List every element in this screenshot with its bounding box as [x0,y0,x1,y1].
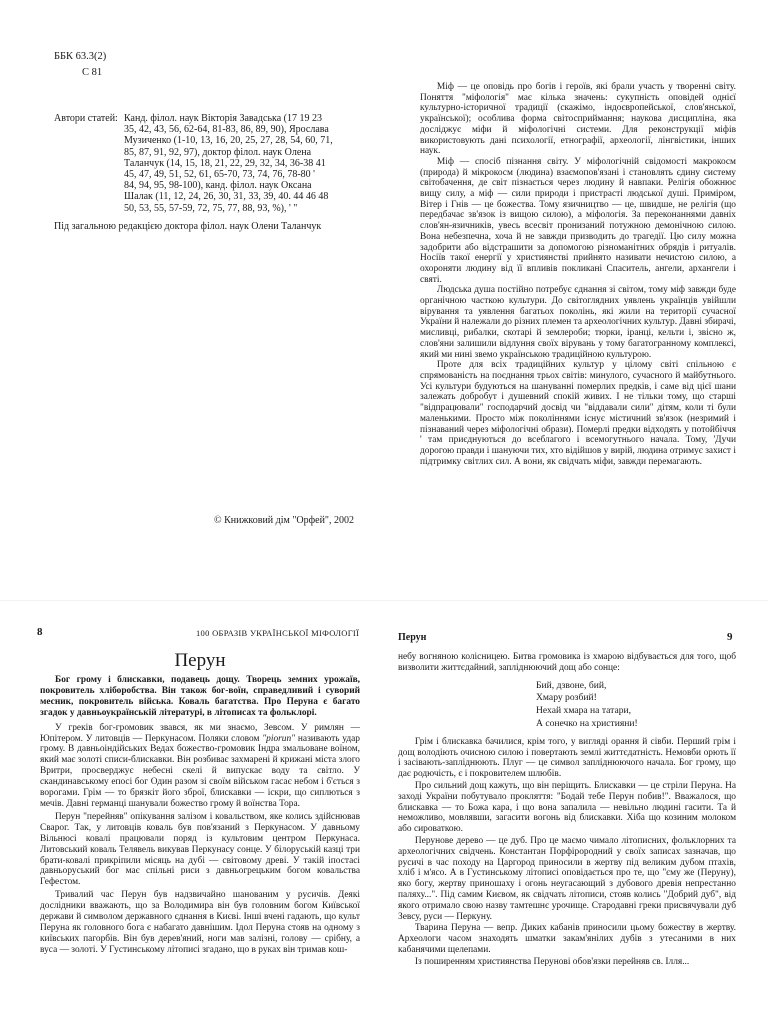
preface-paragraph: Міф — це оповідь про богів і героїв, які брали участь у творенні світу. Поняття "міфологія" має кілька значень: сукупність оповідей однієї культурно-історичної традиції (скажімо, індоєвропейської, слов'янської, української); особлива форма світосприймання; наукова дисципліна, яка досліджує міфи й міфологічні системи. Для реконструкції міфів використовують дані психології, етнографії, археології, лінгвістики, інших наук. [420,82,736,157]
poem-line: А сонечко на християни! [536,717,638,729]
paragraph: Про сильний дощ кажуть, що він періщить. Блискавки — це стріли Перуна. На заході України побутувало прокляття: "Бодай тебе Перун побив!". Вважалося, що блискавка — то Божа кара, і що вона запалила — невільно людині гасити. Та й неможливо, мовлявши, загасити вогонь від блискавки. Хіба що козиним молоком або сироваткою. [398,780,736,835]
paragraph: Перун "перейняв" опікування залізом і ковальством, яке колись здійснював Сварог. Так, у литовців коваль був пов'язаний з Перкунасом. У давньому Вільнюсі ковалі працювали поряд із культовим центром Перкунаса. Литовський коваль Телявель викував Перкунасу сонце. У білоруській казці три брати-ковалі прикріпили місяць на дубі — світовому древі. У такій іпостасі давньоруський бог має спільні риси з давньогрецьким богом ковальства Гефестом. [40,811,360,888]
authors-line: 84, 94, 95, 98-100), канд. філол. наук Оксана [124,180,312,192]
page-number-left: 8 [37,626,43,638]
editor-line: Під загальною редакцією доктора філол. наук Олени Таланчук [54,221,322,232]
authors-line: Таланчук (14, 15, 18, 21, 22, 29, 32, 34, 36-38 41 [124,157,326,169]
page-divider [0,600,768,601]
poem-line: Бий, дзвоне, бий, [536,679,607,691]
poem-line: Хмару розбий! [536,692,597,704]
paragraph [40,723,360,810]
bbk-code: ББК 63.3(2) [54,51,107,62]
authors-line: 35, 42, 43, 56, 62-64, 81-83, 86, 89, 90), Ярослава [124,124,329,136]
paragraph: Тривалий час Перун був надзвичайно шанованим у русичів. Деякі дослідники вважають, що за Володимира він був головним богом Київської держави й символом державного єднання в Києві. Інші вчені гадають, що культ Перуна як головного бога є набагато давнішим. Ідол Перуна стояв на одному з київських пагорбів. Він був дерев'яний, ноги мав залізні, голову — срібну, а вуса — золоті. У Густинському літописі згадано, що в руках він тримав кош- [40,890,360,955]
paragraph: Тварина Перуна — вепр. Диких кабанів приносили цьому божеству в жертву. Археологи часом знаходять шматки закам'янілих дубів з утесаними в них кабанячими щелепами. [398,923,736,955]
paragraph: Грім і блискавка бачилися, крім того, у вигляді орання й сівби. Перший грім і дощ володіють очисною силою і повертають землі життєдатність. Немовби орють її і засівають-запліднюють. Плуг — це символ запліднюючого начала. Бог грому, що дає родючість, є і покровителем шлюбів. [398,736,736,780]
paragraph: Із поширенням християнства Перунові обов'язки перейняв св. Ілля... [414,956,690,967]
page-number-right: 9 [727,631,733,643]
authors-line: 45, 47, 49, 51, 52, 61, 65-70, 73, 74, 76, 78-80 ' [124,169,315,181]
preface-paragraph: Людська душа постійно потребує єднання зі світом, тому міф завжди буде органічною часткою культури. До світоглядних уявлень українців увійшли вірування та уявлення багатьох поколінь, які жили на території сучасної України й належали до різних племен та археологічних культур. Давні збирачі, мисливці, рибалки, скотарі й землероби; тюрки, іранці, кельти і, звісно ж, слов'яни залишили відлуння своїх вірувань у тому багатогранному комплексі, який ми нині звемо українською традиційною культурою. [420,285,736,360]
running-head-right: Перун [398,632,427,643]
paragraph: небу вогняною колісницею. Битва громовика із хмарою відбувається для того, щоб визволити життєдайний, запліднюючий дощ або сонце: [398,652,736,673]
article-body-right [398,652,736,969]
preface-paragraph: Проте для всіх традиційних культур у цілому світі спільною є спрямованість на поєднання трьох світів: минулого, сучасного й майбутнього. Усі культури будуються на шануванні померлих предків, і саме від цієї шани залежать добробут і душевний спокій живих. І не тільки тому, що старші "відпрацювали" господарчий досвід чи "віддавали сили" дітям, коли ті були маленькими. Просто між поколіннями існує містичний зв'язок (незримий і пізнаваний через міфологічні образи). Померлі предки відходять у потойбіччя ' там приєднуються до всеблагого і всемогутнього начала. Тому, 'Дучи дорогою правди і шануючи тих, хто відійшов у вирій, людина отримує захист і підтримку світлих сил. А вони, як свідчать міфи, завжди перемагають. [420,360,736,467]
poem-quote [536,680,736,731]
authors-list [124,113,386,214]
copyright-line: © Книжковий дім "Орфей", 2002 [214,515,355,526]
preface-text [420,82,736,467]
text-span: називають удар грому. В давньоіндійських Ведах божество-громовик Індра змальоване воїном, який має золоті списи-блискавки. Він розбиває захмарені й крижані міста злого Вритри, просверджує небесні скелі й випускає воду та світло. У скандинавському епосі бог Один разом зі своїм військом гасає небом і б'ється з ворогами. Грім — то брязкіт його зброї, блискавки — іскри, що сиплються з мечів. Давні германці шанували божество грому й воїнства Тора. [40,733,360,809]
authors-line: 50, 53, 55, 57-59, 72, 75, 77, 88, 93, %), ' " [124,202,298,214]
article-body-left [40,675,360,958]
poem-line: Нехай хмара на татари, [536,705,632,717]
foreign-word: "рiorun" [262,733,296,744]
authors-line: Шалак (11, 12, 24, 26, 30, 31, 33, 39, 40. 44 46 48 [124,191,329,203]
authors-label: Автори статей: [54,113,118,124]
paragraph: Перунове дерево — це дуб. Про це маємо чимало літописних, фольклорних та археологічних свідчень. Константан Порфірородний у своїх записах зазначав, що русичі в час походу на Царгород приносили в жертву під великим дубом птахів, хліб і м'ясо. А в Густинському літописі оповідається про те, що "єму же (Перуну), яко богу, жертву приношаху і огонь неугасающий з дубового древія непрестанно паляху...". Під самим Києвом, як свідчать літописи, стояв колись "Добрий дуб", від якого отримало свою назву тамтешнє урочище. Стародавні греки присвячували дуб Зевсу, руси — Перкуну. [398,835,736,922]
text-span: У греків бог-громовик звався, як ми знаємо, Зевсом. У римлян — Юпітером. У литовців — Перкунасом. Поляки словом [40,722,360,744]
running-head: 100 ОБРАЗІВ УКРАЇНСЬКОЇ МІФОЛОГІЇ [196,628,360,638]
article-lead: Бог грому і блискавки, подавець дощу. Творець земних урожаїв, покровитель хліборобства. Він також бог-воїн, справедливий і суворий месник, покровитель війська. Коваль багатства. Про Перуна є багато згадок у давньоукраїнській літературі, в літописах та фольклорі. [40,675,360,718]
bbk-block [54,49,106,81]
preface-paragraph: Міф — спосіб пізнання світу. У міфологічній свідомості макрокосм (природа) й мікрокосм (людина) взаємопов'язані і становлять єдину систему світобачення, де світ пізнається через людину й навпаки. Релігія обожнює вищу силу, а міф — сили природи і пристрасті людської душі. Приміром, Вітер і Гнів — це божества. Тому язичництво — це, швидше, не релігія (що передбачає зв'язок із вищою силою), а міфологія. За переконаннями давніх слов'ян-язичників, увесь всесвіт пронизаний потужною демонічною силою. Вона небезпечна, хоча й не завжди призводить до трагедії. Цю силу можна задобрити або відстрашити за допомогою різноманітних обрядів і ритуалів. Носіїв такої енергії у християнстві прийнято називати нечистою силою, а охороняти людину від її впливів покликані Спаситель, ангели, архангели і святі. [420,156,736,285]
authors-line: 85, 87, 91, 92, 97), доктор філол. наук Олена [124,146,312,158]
author-sign: С 81 [82,67,103,78]
authors-line: Канд. філол. наук Вікторія Завадська (17 19 23 [124,113,322,124]
authors-line: Музиченко (1-10, 13, 16, 20, 25, 27, 28, 54, 60, 71, [124,135,333,147]
article-title: Перун [174,650,226,671]
